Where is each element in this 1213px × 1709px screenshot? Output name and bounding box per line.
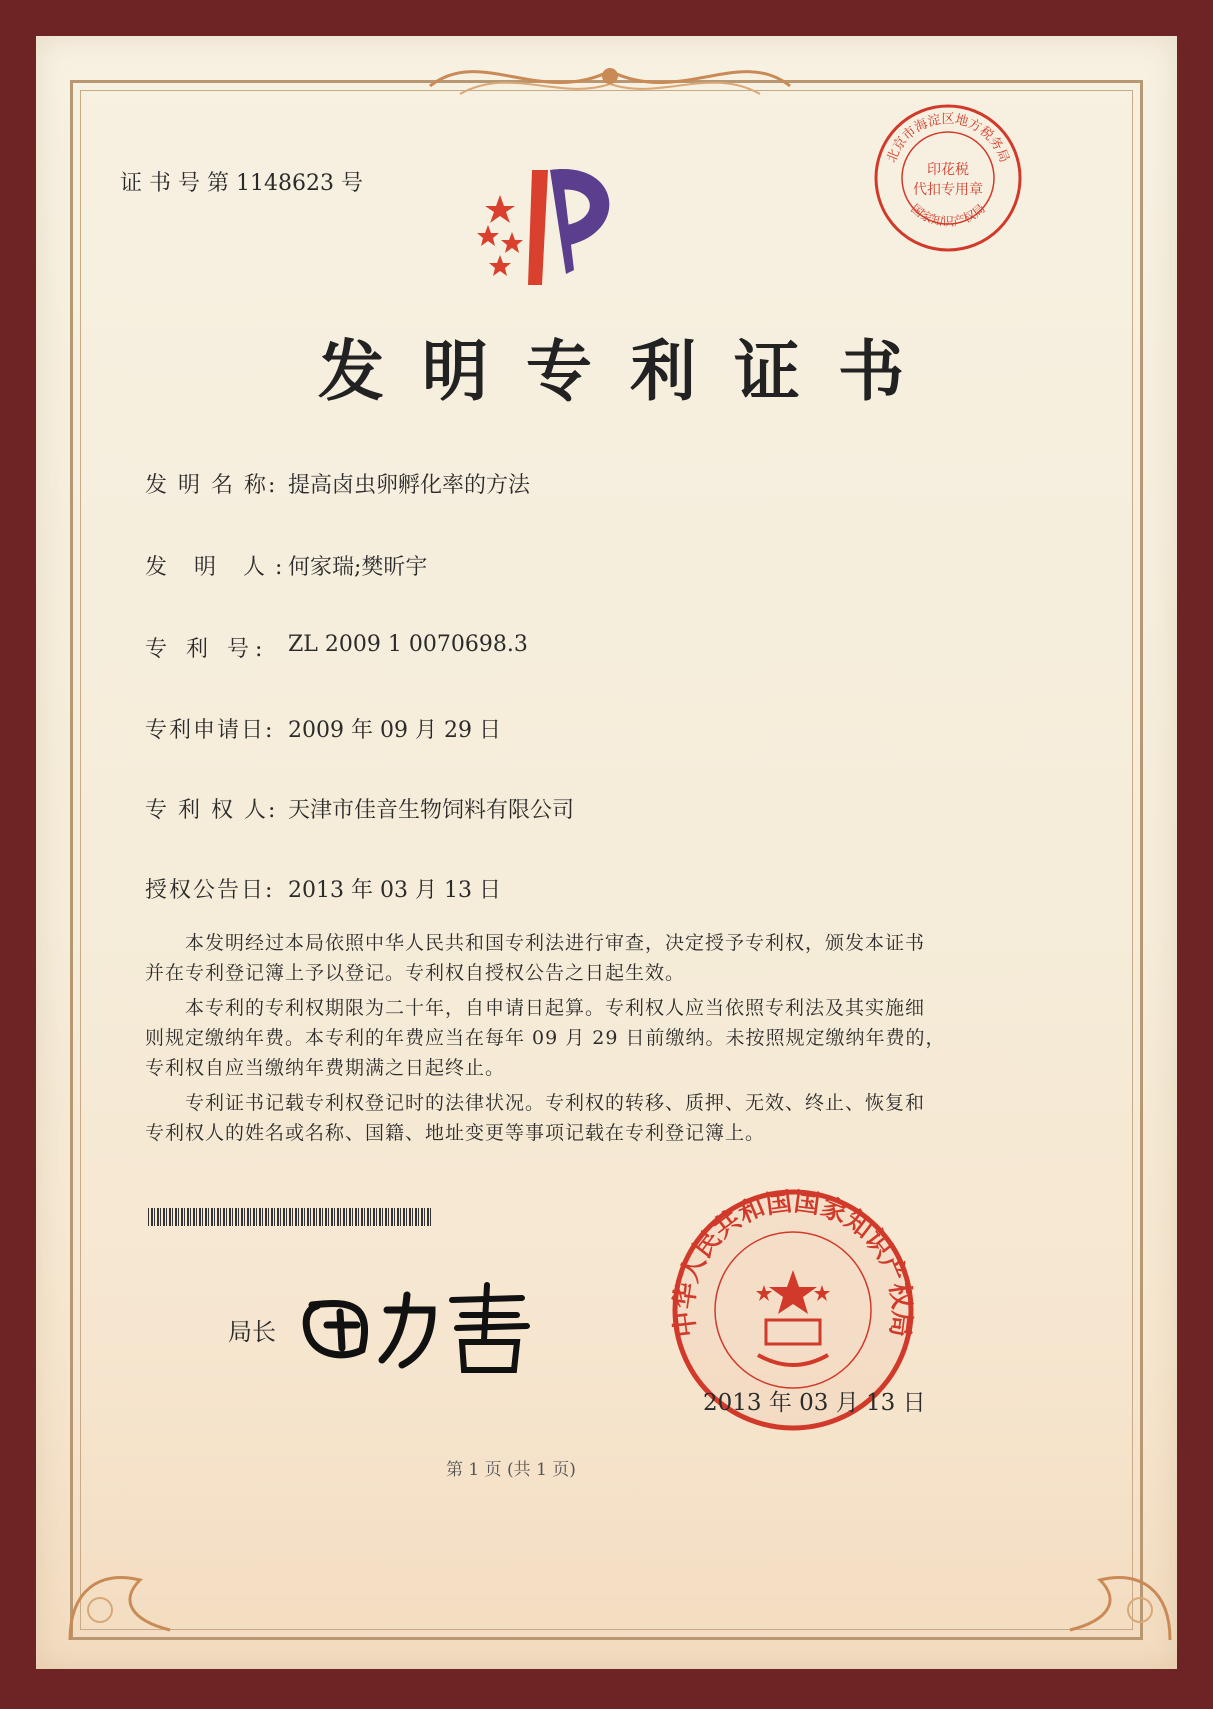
paragraph-2-line-3: 专利权自应当缴纳年费期满之日起终止。: [145, 1057, 506, 1079]
paragraph-2-line-2: 则规定缴纳年费。本专利的年费应当在每年 09 月 29 日前缴纳。未按照规定缴纳年费的，: [145, 1027, 946, 1049]
paragraph-3-line-2: 专利权人的姓名或名称、国籍、地址变更等事项记载在专利登记簿上。: [145, 1122, 766, 1144]
page-footer: 第 1 页 (共 1 页): [446, 1460, 576, 1480]
field-value-patentee: 天津市佳音生物饲料有限公司: [288, 798, 575, 823]
bottom-left-ornament-icon: [60, 1530, 190, 1650]
field-value-grant-date: 2013 年 03 月 13 日: [288, 878, 501, 903]
field-value-patent-number: ZL 2009 1 0070698.3: [288, 632, 528, 657]
certificate-number: 证 书 号 第 1148623 号: [120, 171, 363, 196]
director-signature: [292, 1270, 542, 1380]
field-label-invention-name: 发 明 名 称:: [145, 473, 278, 498]
field-label-grant-date: 授权公告日:: [145, 878, 275, 903]
patent-office-logo: [470, 150, 640, 290]
svg-text:国家知识产权局: [908, 201, 988, 228]
barcode: [148, 1208, 433, 1226]
seal-ring-text: 中华人民共和国国家知识产权局: [669, 1187, 917, 1339]
seal-date: 2013 年 03 月 13 日: [703, 1390, 926, 1416]
field-value-inventor: 何家瑞;樊昕宇: [288, 555, 428, 580]
director-label: 局长: [228, 1318, 276, 1346]
paragraph-1-line-1: 本发明经过本局依照中华人民共和国专利法进行审查，决定授予专利权，颁发本证书: [185, 932, 926, 954]
bottom-right-ornament-icon: [1050, 1530, 1180, 1650]
paragraph-1-line-2: 并在专利登记簿上予以登记。专利权自授权公告之日起生效。: [145, 962, 686, 984]
field-value-application-date: 2009 年 09 月 29 日: [288, 718, 501, 743]
paragraph-2-line-1: 本专利的专利权期限为二十年，自申请日起算。专利权人应当依照专利法及其实施细: [185, 997, 926, 1019]
tax-stamp-center-line2: 代扣专用章: [913, 182, 983, 198]
tax-stamp: [868, 98, 1028, 258]
tax-stamp-center-line1: 印花税: [927, 162, 969, 178]
tax-stamp-ring-text: 北京市海淀区地方税务局: [884, 112, 1012, 165]
field-value-invention-name: 提高卤虫卵孵化率的方法: [288, 473, 531, 498]
paragraph-3-line-1: 专利证书记载专利权登记时的法律状况。专利权的转移、质押、无效、终止、恢复和: [185, 1092, 926, 1114]
field-label-inventor: 发 明 人:: [145, 555, 293, 580]
tax-stamp-bottom-text: 国家知识产权局: [908, 201, 988, 229]
field-label-patentee: 专 利 权 人:: [145, 798, 278, 823]
svg-text:北京市海淀区地方税务局: [884, 111, 1011, 165]
field-label-application-date: 专利申请日:: [145, 718, 275, 743]
field-label-patent-number: 专 利 号:: [145, 637, 269, 662]
top-ornament-icon: [420, 46, 800, 116]
certificate-title: 发明专利证书: [318, 332, 942, 410]
